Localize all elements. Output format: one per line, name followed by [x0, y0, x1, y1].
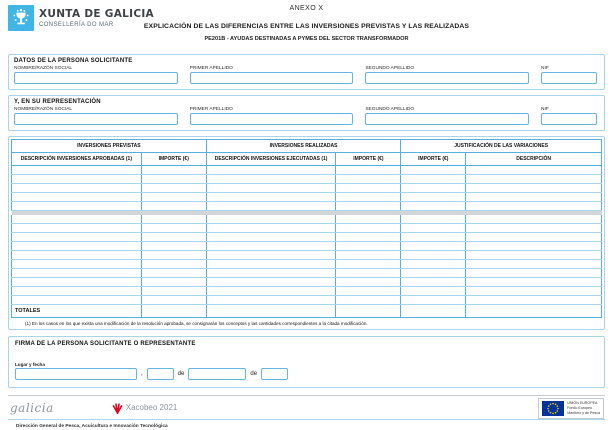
place-date-label: Lugar y fecha	[15, 362, 45, 367]
table-row	[12, 215, 602, 224]
annex-label: ANEXO X	[289, 5, 324, 12]
table-cell[interactable]	[336, 175, 401, 184]
table-cell[interactable]	[401, 175, 466, 184]
totals-label: TOTALES	[12, 305, 142, 318]
table-cell[interactable]	[206, 260, 336, 269]
table-row	[12, 184, 602, 193]
table-cell[interactable]	[12, 175, 142, 184]
month-input[interactable]	[188, 368, 246, 380]
table-cell[interactable]	[401, 184, 466, 193]
table-cell[interactable]	[12, 251, 142, 260]
table-cell[interactable]	[141, 296, 206, 305]
table-cell[interactable]	[206, 175, 336, 184]
page-title: EXPLICACIÓN DE LAS DIFERENCIAS ENTRE LAS INVERSIONES PREVISTAS Y LAS REALIZADAS	[143, 23, 470, 30]
year-input[interactable]	[261, 368, 288, 380]
table-cell[interactable]	[141, 215, 206, 224]
org-department: CONSELLERÍA DO MAR	[39, 22, 114, 28]
table-row	[12, 287, 602, 296]
totals-descripcion-ejecutadas-cell[interactable]	[206, 305, 336, 318]
table-row	[12, 193, 602, 202]
table-footnote: (1) En los casos en los que exista una modificación de la resolución aprobada, se consignarán los conceptos y las cantidades correspondientes a la citada modificación.	[25, 321, 368, 326]
signature-section-title: FIRMA DE LA PERSONA SOLICITANTE O REPRESENTANTE	[15, 341, 196, 347]
table-cell[interactable]	[401, 224, 466, 233]
table-cell[interactable]	[12, 260, 142, 269]
table-cell[interactable]	[206, 242, 336, 251]
table-cell[interactable]	[336, 278, 401, 287]
table-cell[interactable]	[401, 193, 466, 202]
table-cell[interactable]	[141, 251, 206, 260]
applicant-section	[8, 54, 605, 90]
header	[8, 3, 605, 49]
table-cell[interactable]	[141, 224, 206, 233]
table-row	[12, 175, 602, 184]
table-cell[interactable]	[141, 166, 206, 175]
table-cell[interactable]	[401, 202, 466, 211]
table-cell[interactable]	[206, 193, 336, 202]
table-cell[interactable]	[206, 233, 336, 242]
footer	[8, 396, 605, 419]
table-cell[interactable]	[141, 202, 206, 211]
procedure-code: PE201B - AYUDAS DESTINADAS A PYMES DEL SECTOR TRANSFORMADOR	[204, 36, 409, 42]
table-cell[interactable]	[401, 166, 466, 175]
table-cell[interactable]	[466, 184, 602, 193]
table-cell[interactable]	[206, 215, 336, 224]
totals-importe-previstas-cell[interactable]	[141, 305, 206, 318]
table-cell[interactable]	[401, 287, 466, 296]
table-cell[interactable]	[206, 184, 336, 193]
representative-nif-input[interactable]	[541, 113, 597, 125]
table-cell[interactable]	[466, 296, 602, 305]
table-row	[12, 224, 602, 233]
table-cell[interactable]	[141, 184, 206, 193]
applicant-surname2-label: SEGUNDO APELLIDO	[365, 66, 415, 71]
table-cell[interactable]	[466, 278, 602, 287]
table-cell[interactable]	[206, 251, 336, 260]
table-cell[interactable]	[206, 224, 336, 233]
de-separator-2: de	[250, 371, 258, 377]
table-cell[interactable]	[12, 202, 142, 211]
table-cell[interactable]	[336, 260, 401, 269]
group-header-realizadas: INVERSIONES REALIZADAS	[206, 140, 401, 153]
representative-surname1-input[interactable]	[190, 113, 354, 125]
applicant-name-input[interactable]	[14, 72, 178, 84]
table-cell[interactable]	[336, 233, 401, 242]
table-cell[interactable]	[466, 193, 602, 202]
table-cell[interactable]	[12, 287, 142, 296]
footer-bottom-rule	[8, 419, 605, 420]
group-header-justificacion: JUSTIFICACIÓN DE LAS VARIACIONES	[401, 140, 602, 153]
table-cell[interactable]	[466, 224, 602, 233]
table-cell[interactable]	[466, 166, 602, 175]
table-cell[interactable]	[401, 278, 466, 287]
table-cell[interactable]	[466, 251, 602, 260]
investment-table-body	[12, 166, 602, 305]
table-row	[12, 278, 602, 287]
group-header-previstas: INVERSIONES PREVISTAS	[12, 140, 207, 153]
table-cell[interactable]	[12, 233, 142, 242]
table-cell[interactable]	[336, 202, 401, 211]
table-row	[12, 296, 602, 305]
table-row	[12, 202, 602, 211]
table-cell[interactable]	[12, 184, 142, 193]
table-cell[interactable]	[336, 224, 401, 233]
table-cell[interactable]	[206, 296, 336, 305]
table-cell[interactable]	[12, 166, 142, 175]
day-input[interactable]	[147, 368, 174, 380]
table-cell[interactable]	[206, 278, 336, 287]
table-cell[interactable]	[12, 242, 142, 251]
department-line: Dirección General de Pesca, Acuicultura e Innovación Tecnológica	[16, 424, 168, 429]
table-cell[interactable]	[141, 193, 206, 202]
totals-importe-justificacion-cell[interactable]	[401, 305, 466, 318]
col-header-importe-previstas: IMPORTE (€)	[141, 153, 206, 166]
table-row	[12, 233, 602, 242]
table-cell[interactable]	[466, 233, 602, 242]
representative-name-label: NOMBRE/RAZÓN SOCIAL	[14, 107, 73, 112]
table-cell[interactable]	[401, 296, 466, 305]
investments-section	[8, 136, 605, 330]
table-cell[interactable]	[466, 260, 602, 269]
table-cell[interactable]	[336, 296, 401, 305]
applicant-surname1-label: PRIMER APELLIDO	[189, 66, 233, 71]
col-header-descripcion-aprobadas: DESCRIPCIÓN INVERSIONES APROBADAS (1)	[12, 153, 142, 166]
representative-section	[8, 95, 605, 131]
representative-surname2-label: SEGUNDO APELLIDO	[365, 107, 415, 112]
table-cell[interactable]	[336, 269, 401, 278]
eu-line-1: UNIÓN EUROPEA	[567, 401, 598, 406]
representative-nif-label: NIF	[541, 107, 549, 112]
place-input[interactable]	[15, 368, 137, 380]
table-cell[interactable]	[401, 233, 466, 242]
totals-importe-realizadas-cell[interactable]	[336, 305, 401, 318]
table-cell[interactable]	[336, 251, 401, 260]
signature-section	[8, 336, 605, 388]
col-header-descripcion-justificacion: DESCRIPCIÓN	[466, 153, 602, 166]
table-cell[interactable]	[466, 287, 602, 296]
table-cell[interactable]	[141, 242, 206, 251]
xacobeo-label: Xacobeo 2021	[125, 403, 178, 412]
representative-section-title: Y, EN SU REPRESENTACIÓN	[14, 99, 101, 105]
table-cell[interactable]	[401, 269, 466, 278]
table-cell[interactable]	[206, 269, 336, 278]
table-cell[interactable]	[466, 215, 602, 224]
table-cell[interactable]	[466, 202, 602, 211]
comma-separator: ,	[141, 371, 143, 377]
xunta-emblem-icon	[8, 5, 34, 31]
representative-surname2-input[interactable]	[365, 113, 529, 125]
eu-line-2: Fondo Europeo	[567, 406, 593, 411]
xacobeo-hand-icon	[112, 402, 123, 414]
applicant-surname1-input[interactable]	[190, 72, 354, 84]
table-cell[interactable]	[401, 260, 466, 269]
totals-row	[12, 305, 602, 318]
col-header-importe-justificacion: IMPORTE (€)	[401, 153, 466, 166]
applicant-nif-label: NIF	[541, 66, 549, 71]
table-cell[interactable]	[12, 296, 142, 305]
table-row	[12, 251, 602, 260]
table-cell[interactable]	[336, 184, 401, 193]
table-cell[interactable]	[206, 287, 336, 296]
table-cell[interactable]	[336, 287, 401, 296]
galicia-logo: galicia	[10, 400, 54, 415]
table-cell[interactable]	[401, 251, 466, 260]
applicant-section-title: DATOS DE LA PERSONA SOLICITANTE	[14, 58, 133, 64]
applicant-name-label: NOMBRE/RAZÓN SOCIAL	[14, 66, 73, 71]
table-cell[interactable]	[206, 166, 336, 175]
representative-surname1-label: PRIMER APELLIDO	[189, 107, 233, 112]
table-row	[12, 166, 602, 175]
table-cell[interactable]	[336, 215, 401, 224]
table-row	[12, 260, 602, 269]
table-cell[interactable]	[336, 193, 401, 202]
totals-descripcion-cell[interactable]	[466, 305, 602, 318]
table-cell[interactable]	[466, 269, 602, 278]
table-cell[interactable]	[12, 193, 142, 202]
table-row	[12, 242, 602, 251]
table-cell[interactable]	[12, 215, 142, 224]
xunta-logo	[8, 5, 154, 31]
table-cell[interactable]	[401, 215, 466, 224]
eu-line-3: Marítimo y de Pesca	[567, 410, 600, 415]
table-cell[interactable]	[466, 242, 602, 251]
table-cell[interactable]	[141, 175, 206, 184]
table-cell[interactable]	[141, 287, 206, 296]
applicant-nif-input[interactable]	[541, 72, 597, 84]
table-cell[interactable]	[141, 278, 206, 287]
table-cell[interactable]	[336, 166, 401, 175]
col-header-descripcion-ejecutadas: DESCRIPCIÓN INVERSIONES EJECUTADAS (1)	[206, 153, 336, 166]
table-cell[interactable]	[12, 224, 142, 233]
table-cell[interactable]	[12, 269, 142, 278]
table-cell[interactable]	[401, 242, 466, 251]
table-cell[interactable]	[12, 278, 142, 287]
table-cell[interactable]	[336, 242, 401, 251]
eu-funding-block	[538, 398, 604, 419]
table-cell[interactable]	[141, 269, 206, 278]
org-name: XUNTA DE GALICIA	[39, 8, 154, 20]
table-cell[interactable]	[206, 202, 336, 211]
table-cell[interactable]	[141, 260, 206, 269]
de-separator-1: de	[177, 371, 185, 377]
table-cell[interactable]	[466, 175, 602, 184]
eu-flag-icon	[542, 401, 564, 416]
investments-table	[11, 139, 602, 318]
table-row	[12, 269, 602, 278]
table-cell[interactable]	[141, 233, 206, 242]
col-header-importe-realizadas: IMPORTE (€)	[336, 153, 401, 166]
applicant-surname2-input[interactable]	[365, 72, 529, 84]
representative-name-input[interactable]	[14, 113, 178, 125]
